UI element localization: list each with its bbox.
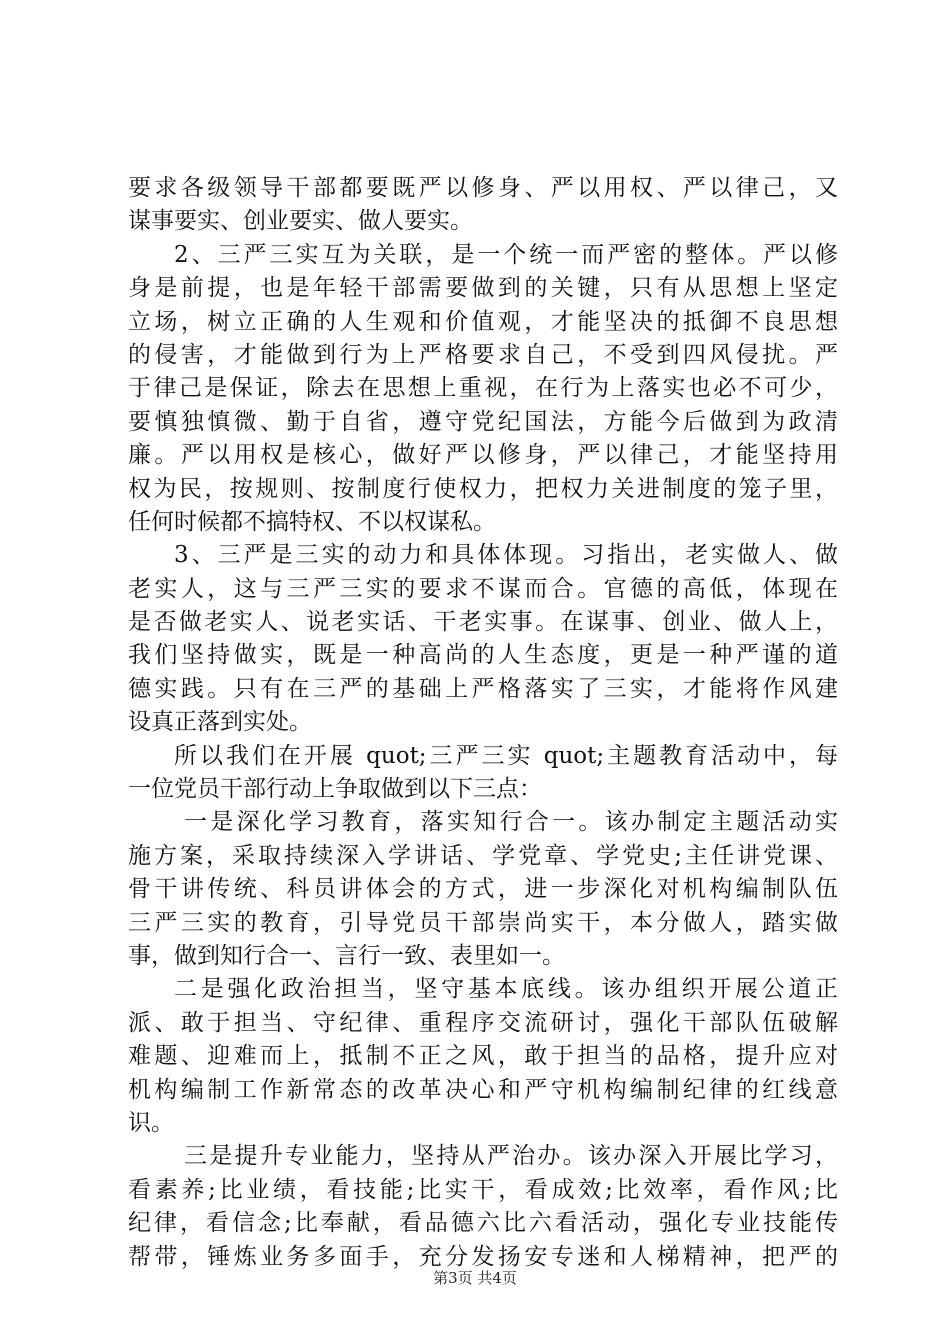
text-line: 谋事要实、创业要实、做人要实。 <box>128 208 473 235</box>
text-line: 德实践。只有在三严的基础上严格落实了三实，才能将作风建 <box>128 675 838 702</box>
text-line: 于律己是保证，除去在思想上重视，在行为上落实也必不可少， <box>128 375 838 402</box>
text-line: 3、三严是三实的动力和具体体现。习指出，老实做人、做 <box>174 542 838 569</box>
text-line: 是否做老实人、说老实话、干老实事。在谋事、创业、做人上， <box>128 609 838 636</box>
text-line: 我们坚持做实，既是一种高尚的人生态度，更是一种严谨的道 <box>128 642 838 669</box>
text-line: 派、敢于担当、守纪律、重程序交流研讨，强化干部队伍破解 <box>128 1009 838 1036</box>
text-line: 要求各级领导干部都要既严以修身、严以用权、严以律己，又 <box>128 175 838 201</box>
text-line: 设真正落到实处。 <box>128 709 312 736</box>
text-line: 骨干讲传统、科员讲体会的方式，进一步深化对机构编制队伍 <box>128 876 838 903</box>
text-line: 事，做到知行合一、言行一致、表里如一。 <box>128 942 565 969</box>
text-line: 识。 <box>128 1109 174 1136</box>
text-line: 看素养;比业绩，看技能;比实干，看成效;比效率，看作风;比 <box>128 1176 838 1203</box>
text-line: 任何时候都不搞特权、不以权谋私。 <box>128 508 496 535</box>
text-line: 老实人，这与三严三实的要求不谋而合。官德的高低，体现在 <box>128 575 838 602</box>
page-footer: 第3页 共4页 <box>433 1269 517 1287</box>
text-line: 立场，树立正确的人生观和价值观，才能坚决的抵御不良思想 <box>128 308 838 335</box>
text-line: 要慎独慎微、勤于自省，遵守党纪国法，方能今后做到为政清 <box>128 408 838 435</box>
text-line: 难题、迎难而上，抵制不正之风，敢于担当的品格，提升应对 <box>128 1043 838 1070</box>
text-line: 一是深化学习教育，落实知行合一。该办制定主题活动实 <box>184 809 838 836</box>
text-line: 纪律，看信念;比奉献，看品德六比六看活动，强化专业技能传 <box>128 1210 838 1237</box>
text-line: 一位党员干部行动上争取做到以下三点： <box>128 776 542 803</box>
text-line: 权为民，按规则、按制度行使权力，把权力关进制度的笼子里， <box>128 475 838 502</box>
text-line: 的侵害，才能做到行为上严格要求自己，不受到四风侵扰。严 <box>128 341 838 368</box>
text-line: 三严三实的教育，引导党员干部崇尚实干，本分做人，踏实做 <box>128 909 838 936</box>
text-line: 三是提升专业能力，坚持从严治办。该办深入开展比学习， <box>184 1143 838 1170</box>
text-line: 二是强化政治担当，坚守基本底线。该办组织开展公道正 <box>174 976 838 1003</box>
text-line: 机构编制工作新常态的改革决心和严守机构编制纪律的红线意 <box>128 1076 838 1103</box>
text-line: 2、三严三实互为关联，是一个统一而严密的整体。严以修 <box>174 241 838 268</box>
text-line: 所以我们在开展 quot;三严三实 quot;主题教育活动中，每 <box>174 742 838 769</box>
text-line: 廉。严以用权是核心，做好严以修身，严以律己，才能坚持用 <box>128 442 838 469</box>
text-line: 帮带，锤炼业务多面手，充分发扬安专迷和人梯精神，把严的 <box>128 1243 838 1270</box>
text-line: 施方案，采取持续深入学讲话、学党章、学党史;主任讲党课、 <box>128 842 838 869</box>
text-line: 身是前提，也是年轻干部需要做到的关键，只有从思想上坚定 <box>128 275 838 302</box>
document-body <box>128 172 838 1274</box>
